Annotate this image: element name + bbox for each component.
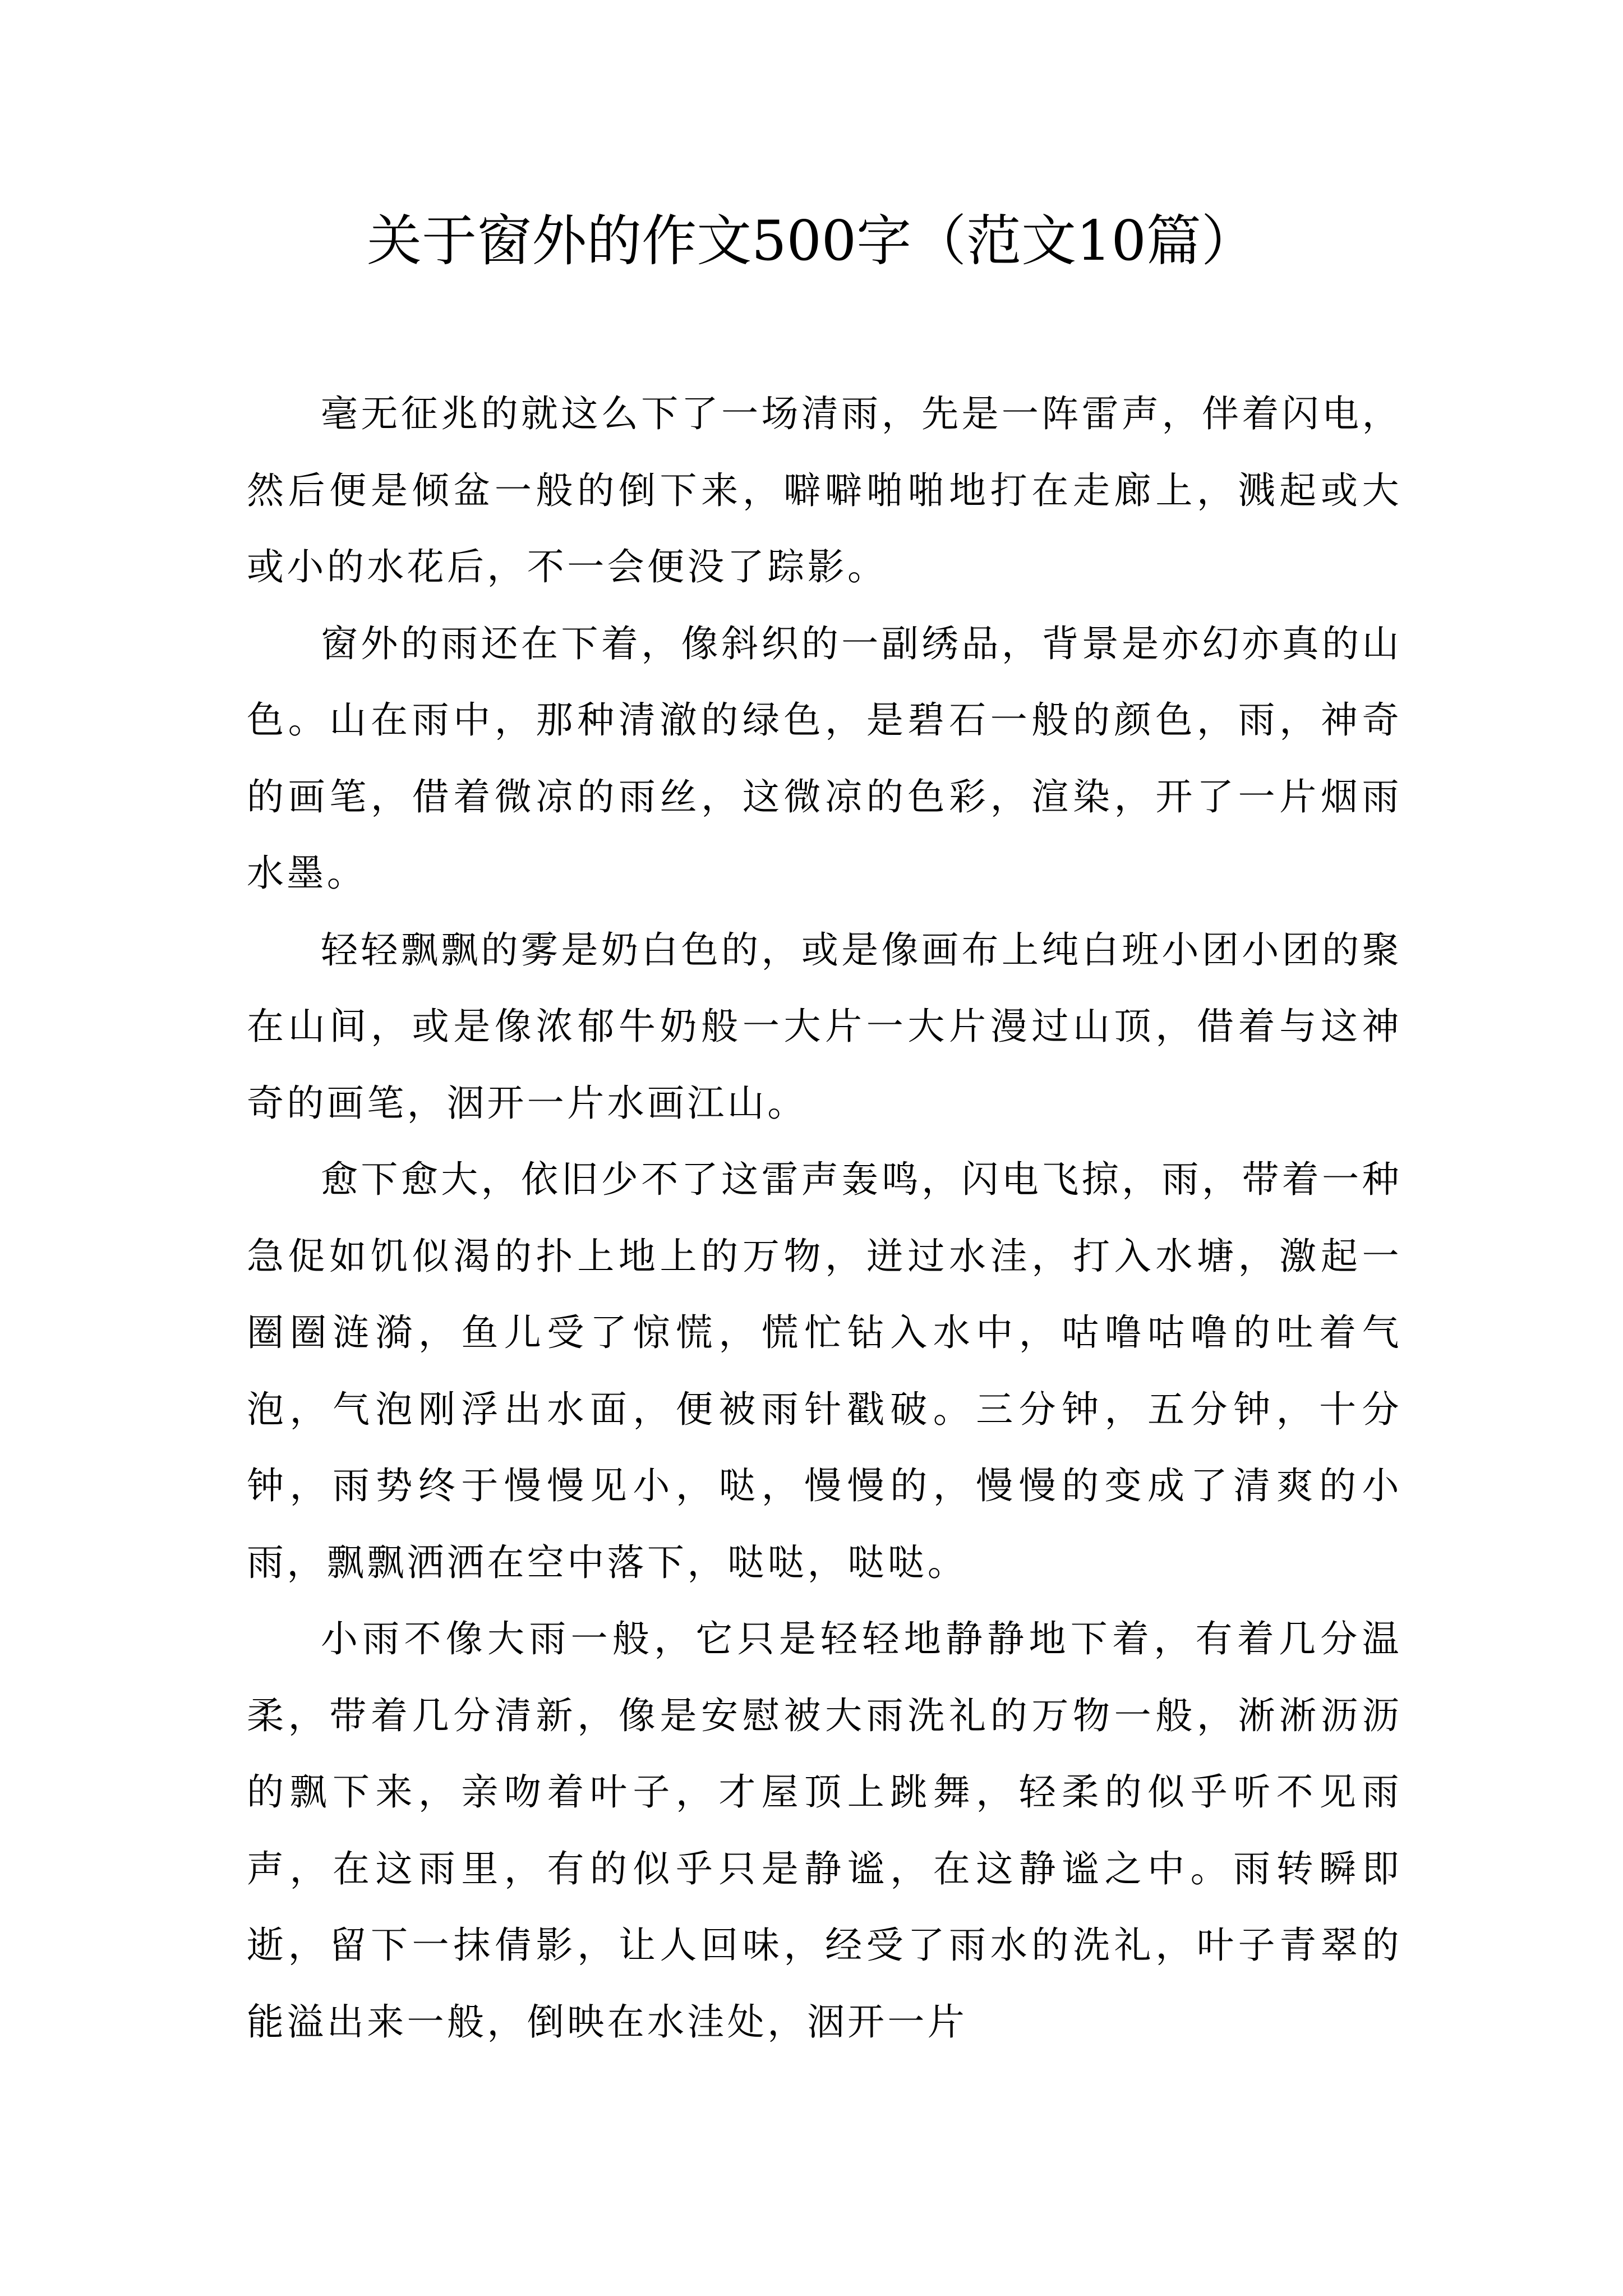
document-title: 关于窗外的作文500字（范文10篇） (367, 209, 1256, 273)
paragraph: 毫无征兆的就这么下了一场清雨，先是一阵雷声，伴着闪电，然后便是倾盆一般的倒下来，噼噼啪啪地打在走廊上，溅起或大或小的水花后，不一会便没了踪影。 (247, 392, 1402, 588)
paragraph: 轻轻飘飘的雾是奶白色的，或是像画布上纯白班小团小团的聚在山间，或是像浓郁牛奶般一大片一大片漫过山顶，借着与这神奇的画笔，洇开一片水画江山。 (247, 928, 1402, 1125)
document-body (247, 376, 1402, 2060)
paragraph: 窗外的雨还在下着，像斜织的一副绣品，背景是亦幻亦真的山色。山在雨中，那种清澈的绿色，是碧石一般的颜色，雨，神奇的画笔，借着微凉的雨丝，这微凉的色彩，渲染，开了一片烟雨水墨。 (247, 622, 1402, 895)
paragraph: 小雨不像大雨一般，它只是轻轻地静静地下着，有着几分温柔，带着几分清新，像是安慰被大雨洗礼的万物一般，淅淅沥沥的飘下来，亲吻着叶子，才屋顶上跳舞，轻柔的似乎听不见雨声，在这雨里，有的似乎只是静谧，在这静谧之中。雨转瞬即逝，留下一抹倩影，让人回味，经受了雨水的洗礼，叶子青翠的能溢出来一般，倒映在水洼处，洇开一片 (247, 1617, 1402, 2044)
paragraph: 愈下愈大，依旧少不了这雷声轰鸣，闪电飞掠，雨，带着一种急促如饥似渴的扑上地上的万物，迸过水洼，打入水塘，激起一圈圈涟漪，鱼儿受了惊慌，慌忙钻入水中，咕噜咕噜的吐着气泡，气泡刚浮出水面，便被雨针戳破。三分钟，五分钟，十分钟，雨势终于慢慢见小，哒，慢慢的，慢慢的变成了清爽的小雨，飘飘洒洒在空中落下，哒哒，哒哒。 (247, 1158, 1402, 1584)
